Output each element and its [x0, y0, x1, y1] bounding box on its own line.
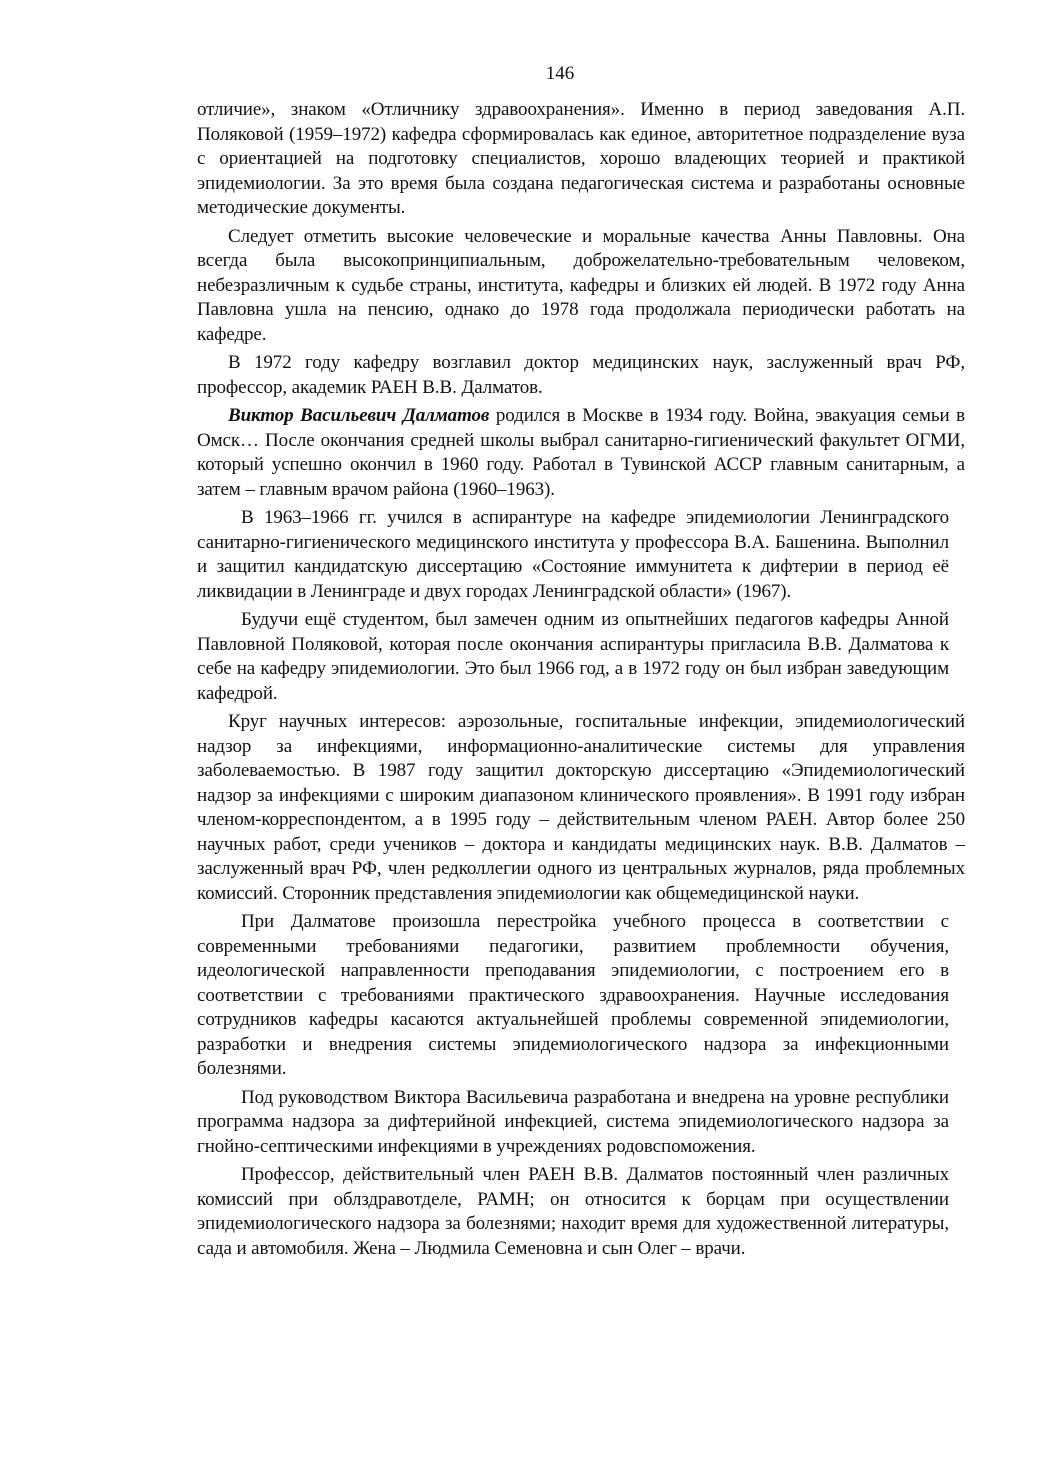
paragraph-4-text: родился в Москве в 1934 году. Война, эвакуация семьи в Омск… После окончания средней школы выбрал санитарно-гигиенический факультет ОГМИ, который успешно окончил в 1960 году. Работал в Тувинской АССР главным санитарным, а затем – главным врачом района (1960–1963). — [197, 405, 965, 500]
paragraph-3: В 1972 году кафедру возглавил доктор медицинских наук, заслуженный врач РФ, профессор, академик РАЕН В.В. Далматов. — [197, 352, 965, 398]
page-number: 146 — [545, 63, 575, 84]
paragraph-4 — [197, 404, 965, 502]
paragraph-1: отличие», знаком «Отличнику здравоохранения». Именно в период заведования А.П. Поляковой (1959–1972) кафедра сформировалась как единое, авторитетное подразделение вуза с ориентацией на подготовку специалистов, хорошо владеющих теорией и практикой эпидемиологии. За это время была создана педагогическая система и разработаны основные методические документы. — [197, 99, 965, 218]
paragraph-10: Профессор, действительный член РАЕН В.В. Далматов постоянный член различных комиссий при облздравотделе, РАМН; он относится к борцам при осуществлении эпидемиологического надзора за болезнями; находит время для художественной литературы, сада и автомобиля. Жена – Людмила Семеновна и сын Олег – врачи. — [197, 1164, 949, 1259]
paragraph-9: Под руководством Виктора Васильевича разработана и внедрена на уровне республики программа надзора за дифтерийной инфекцией, система эпидемиологического надзора за гнойно-септическими инфекциями в учреждениях родовспоможения. — [197, 1086, 949, 1157]
person-name: Виктор Васильевич Далматов — [228, 405, 490, 426]
page-body — [197, 98, 965, 1265]
paragraph-6: Будучи ещё студентом, был замечен одним из опытнейших педагогов кафедры Анной Павловной Поляковой, которая после окончания аспирантуры пригласила В.В. Далматова к себе на кафедру эпидемиологии. Это был 1966 год, а в 1972 году он был избран заведующим кафедрой. — [197, 609, 949, 704]
paragraph-5: В 1963–1966 гг. учился в аспирантуре на кафедре эпидемиологии Ленинградского санитарно-гигиенического медицинского института у профессора В.А. Башенина. Выполнил и защитил кандидатскую диссертацию «Состояние иммунитета к дифтерии в период её ликвидации в Ленинграде и двух городах Ленинградской области» (1967). — [197, 507, 949, 602]
paragraph-8: При Далматове произошла перестройка учебного процесса в соответствии с современными требованиями педагогики, развитием проблемности обучения, идеологической направленности преподавания эпидемиологии, с построением его в соответствии с требованиями практического здравоохранения. Научные исследования сотрудников кафедры касаются актуальнейшей проблемы современной эпидемиологии, разработки и внедрения системы эпидемиологического надзора за инфекционными болезнями. — [197, 911, 949, 1079]
paragraph-2: Следует отметить высокие человеческие и моральные качества Анны Павловны. Она всегда была высокопринципиальным, доброжелательно-требовательным человеком, небезразличным к судьбе страны, института, кафедры и близких ей людей. В 1972 году Анна Павловна ушла на пенсию, однако до 1978 года продолжала периодически работать на кафедре. — [197, 225, 965, 345]
paragraph-7: Круг научных интересов: аэрозольные, госпитальные инфекции, эпидемиологический надзор за инфекциями, информационно-аналитические системы для управления заболеваемостью. В 1987 году защитил докторскую диссертацию «Эпидемиологический надзор за инфекциями с широким диапазоном клинического проявления». В 1991 году избран членом-корреспондентом, а в 1995 году – действительным членом РАЕН. Автор более 250 научных работ, среди учеников – доктора и кандидаты медицинских наук. В.В. Далматов – заслуженный врач РФ, член редколлегии одного из центральных журналов, ряда проблемных комиссий. Сторонник представления эпидемиологии как общемедицинской науки. — [197, 711, 965, 904]
